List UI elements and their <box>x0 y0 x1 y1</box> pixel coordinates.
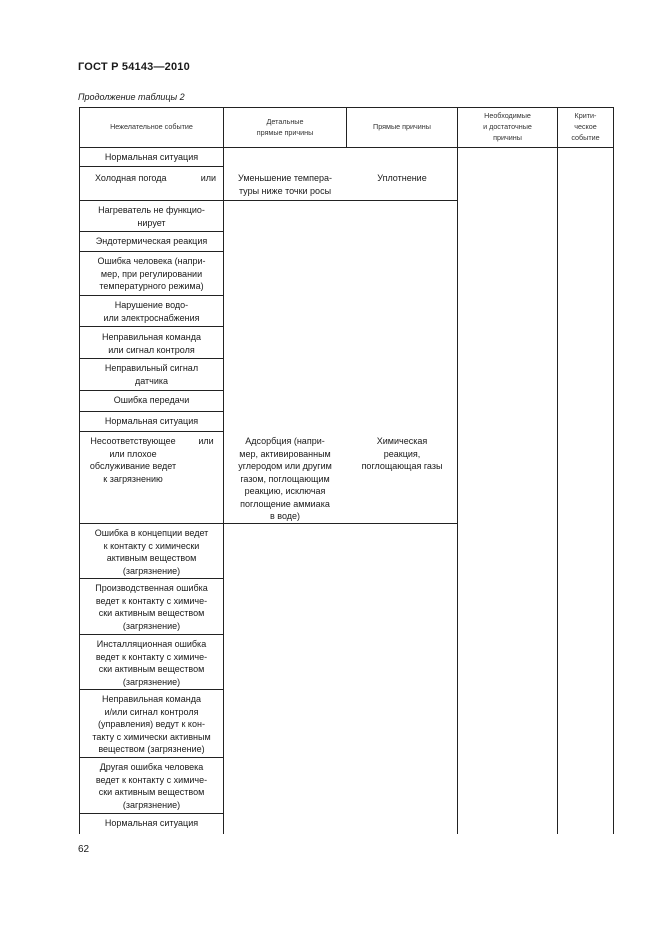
header-necessary-causes: Необходимые и достаточные причины <box>483 111 532 142</box>
direct-cause-cell: Химическая реакция, поглощающая газы <box>361 436 443 471</box>
detailed-cause-cell: Адсорбция (напри- мер, активированным углеродом или другим газом, поглощающим реакцию, исключая поглощение аммиака в воде) <box>238 436 332 521</box>
block-separator-1 <box>79 200 457 201</box>
event-cell-or: Холодная погода или <box>95 173 216 183</box>
header-critical-event: Крити- ческое событие <box>571 111 600 142</box>
header-undesired-event: Нежелательное событие <box>110 122 193 131</box>
block-separator-2 <box>79 523 457 524</box>
event-cell: Производственная ошибка ведет к контакту с химиче- ски активным веществом (загрязнение) <box>95 583 208 631</box>
event-cell: Нормальная ситуация <box>104 818 199 828</box>
direct-cause-cell: Уплотнение <box>377 173 427 183</box>
document-title: ГОСТ Р 54143—2010 <box>78 61 190 73</box>
detailed-cause-cell: Уменьшение темпера- туры ниже точки росы <box>238 173 332 196</box>
event-cell: Неправильная команда или сигнал контроля <box>102 332 201 355</box>
event-cell: Нарушение водо- или электроснабжения <box>103 300 200 323</box>
row-line <box>79 166 223 167</box>
row-line <box>79 431 223 432</box>
page-number: 62 <box>78 844 90 855</box>
event-cell: Ошибка человека (напри- мер, при регулировании температурного режима) <box>97 256 206 291</box>
or-label: или <box>198 436 214 446</box>
event-cell: Эндотермическая реакция <box>95 236 208 246</box>
row-line <box>79 689 223 690</box>
event-cell: Нормальная ситуация <box>104 152 199 162</box>
event-cell: Ошибка передачи <box>113 395 190 405</box>
right-border <box>613 107 614 834</box>
event-cell: Нагреватель не функцио- нирует <box>98 205 205 228</box>
event-cell: Нормальная ситуация <box>104 416 199 426</box>
row-line <box>79 358 223 359</box>
row-line <box>79 231 223 232</box>
event-cell-or: Несоответствующее или плохое обслуживание ведет к загрязнению <box>89 436 177 484</box>
header-detailed-causes: Детальные прямые причины <box>256 117 314 137</box>
header-direct-causes: Прямые причины <box>373 122 431 131</box>
row-line <box>79 411 223 412</box>
row-line <box>79 634 223 635</box>
row-line <box>79 251 223 252</box>
row-line <box>79 578 223 579</box>
row-line <box>79 295 223 296</box>
col-divider-3 <box>457 107 458 834</box>
event-cell: Неправильная команда и/или сигнал контроля (управления) ведут к кон- такту с химически активным веществом (загрязнение) <box>92 694 211 754</box>
row-line <box>79 326 223 327</box>
table-caption: Продолжение таблицы 2 <box>78 92 185 102</box>
row-line <box>79 390 223 391</box>
event-cell: Инсталляционная ошибка ведет к контакту с химиче- ски активным веществом (загрязнение) <box>95 639 208 687</box>
event-cell: Ошибка в концепции ведет к контакту с химически активным веществом (загрязнение) <box>94 528 209 576</box>
event-cell: Неправильный сигнал датчика <box>104 363 199 386</box>
header-bottom-border <box>79 147 614 148</box>
row-line <box>79 813 223 814</box>
event-cell: Другая ошибка человека ведет к контакту с химиче- ски активным веществом (загрязнение) <box>95 762 208 810</box>
col-divider-4 <box>557 107 558 834</box>
row-line <box>79 757 223 758</box>
